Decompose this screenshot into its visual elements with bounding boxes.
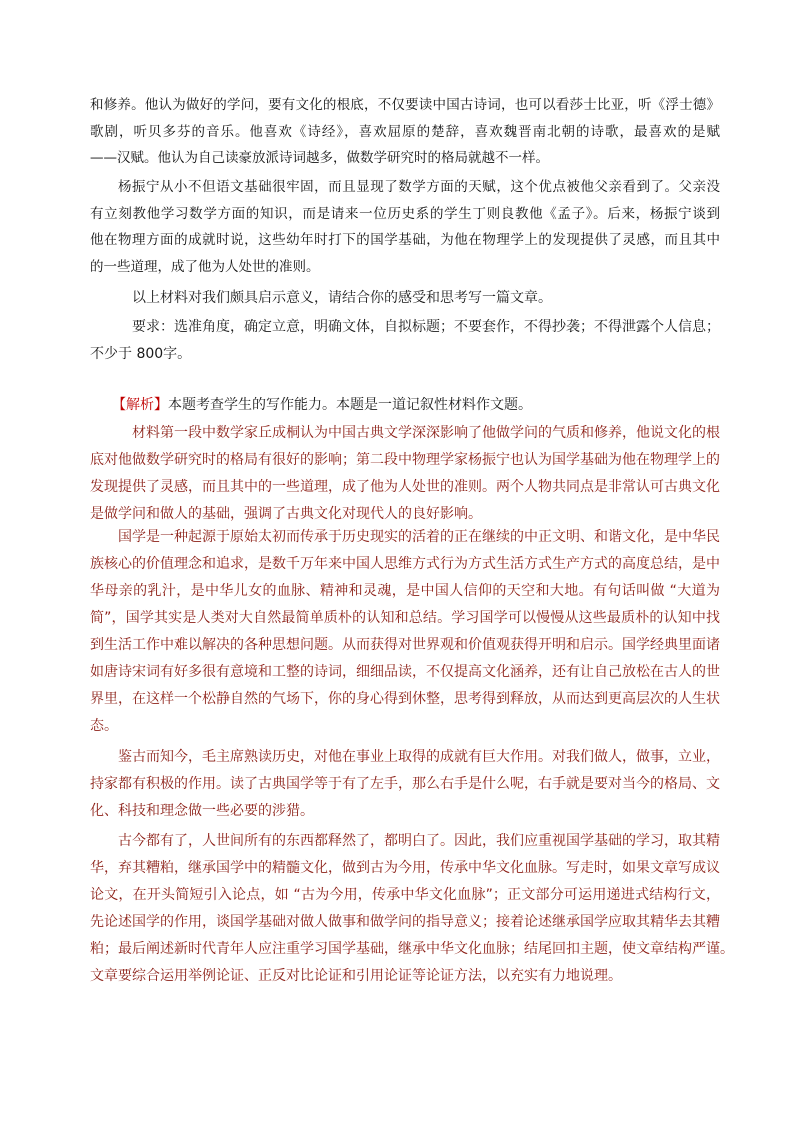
analysis-p4-line: 粕；最后阐述新时代青年人应注重学习国学基础，继承中华文化血脉；结尾回扣主题，使文章结构严谨。 bbox=[90, 941, 734, 957]
material-paragraph-2 bbox=[90, 174, 720, 280]
analysis-p1-line: 是做学问和做人的基础，强调了古典文化对现代人的良好影响。 bbox=[90, 506, 482, 522]
analysis-paragraph-3 bbox=[90, 744, 720, 825]
requirement-line: 要求：选准角度，确定立意，明确文体，自拟标题；不要套作，不得抄袭；不得泄露个人信息； bbox=[132, 319, 720, 335]
analysis-p2-line: 态。 bbox=[90, 718, 118, 734]
analysis-paragraph-2 bbox=[90, 524, 720, 740]
analysis-p2-line: 族核心的价值理念和追求，是数千万年来中国人思维方式行为方式生活方式生产方式的高度总结，是中 bbox=[90, 556, 720, 572]
prompt-instruction: 以上材料对我们颇具启示意义，请结合你的感受和思考写一篇文章。 bbox=[132, 290, 552, 306]
analysis-paragraph-1 bbox=[90, 420, 720, 528]
material-p1-line: 歌剧，听贝多芬的音乐。他喜欢《诗经》，喜欢屈原的楚辞，喜欢魏晋南北朝的诗歌，最喜欢的是赋 bbox=[90, 123, 720, 140]
writing-prompt bbox=[90, 285, 720, 312]
analysis-paragraph-4 bbox=[90, 828, 734, 990]
material-p1-line: 和修养。他认为做好的学问，要有文化的根底，不仅要读中国古诗词，也可以看莎士比亚，听《浮士德》 bbox=[90, 97, 720, 113]
material-p2-line: 杨振宁从小不但语文基础很牢固，而且显现了数学方面的天赋，这个优点被他父亲看到了。父亲没 bbox=[118, 179, 720, 195]
material-p2-line: 的一些道理，成了他为人处世的准则。 bbox=[90, 258, 320, 275]
analysis-tag: 【解析】 bbox=[112, 397, 168, 413]
analysis-p4-line: 论文，在开头简短引入论点，如 “古为今用，传承中华文化血脉”；正文部分可运用递进式结构行文， bbox=[90, 887, 720, 903]
material-p2-line: 有立刻教他学习数学方面的知识，而是请来一位历史系的学生丁则良教他《孟子》。后来，杨振宁谈到 bbox=[90, 205, 720, 222]
analysis-p2-line: 国学是一种起源于原始太初而传承于历史现实的活着的正在继续的中正文明、和谐文化，是中华民 bbox=[118, 529, 720, 545]
analysis-p4-line: 先论述国学的作用，谈国学基础对做人做事和做学问的指导意义；接着论述继承国学应取其精华去其糟 bbox=[90, 914, 720, 930]
analysis-p3-line: 化、科技和理念做一些必要的涉猎。 bbox=[90, 803, 314, 819]
analysis-p4-line: 文章要综合运用举例论证、正反对比论证和引用论证等论证方法，以充实有力地说理。 bbox=[90, 968, 622, 984]
analysis-p2-line: 华母亲的乳汁，是中华儿女的血脉、精神和灵魂，是中国人信仰的天空和大地。有句话叫做 “大道为 bbox=[90, 583, 720, 599]
analysis-p3-line: 持家都有积极的作用。读了古典国学等于有了左手，那么右手是什么呢，右手就是要对当今的格局、文 bbox=[90, 776, 720, 792]
analysis-p2-line: 界里，在这样一个松静自然的气场下，你的身心得到休整，思考得到释放，从而达到更高层次的人生状 bbox=[90, 691, 720, 707]
analysis-p2-line: 如唐诗宋词有好多很有意境和工整的诗词，细细品读，不仅提高文化涵养，还有让自己放松在古人的世 bbox=[90, 664, 720, 680]
analysis-intro: 本题考查学生的写作能力。本题是一道记叙性材料作文题。 bbox=[168, 397, 532, 413]
analysis-p2-line: 到生活工作中难以解决的各种思想问题。从而获得对世界观和价值观获得开明和启示。国学经典里面诸 bbox=[90, 637, 720, 653]
material-p2-line: 他在物理方面的成就时说，这些幼年时打下的国学基础，为他在物理学上的发现提供了灵感，而且其中 bbox=[90, 232, 720, 248]
material-p1-line: ——汉赋。他认为自己读豪放派诗词越多，做数学研究时的格局就越不一样。 bbox=[90, 150, 549, 166]
analysis-heading bbox=[112, 392, 720, 419]
analysis-p4-line: 华，弃其糟粕，继承国学中的精髓文化，做到古为今用，传承中华文化血脉。写走时，如果文章写成议 bbox=[90, 860, 720, 876]
material-paragraph-1 bbox=[90, 92, 720, 172]
analysis-p3-line: 鉴古而知今，毛主席熟读历史，对他在事业上取得的成就有巨大作用。对我们做人，做事，立业， bbox=[118, 749, 720, 765]
writing-requirements bbox=[90, 314, 720, 368]
requirement-line: 不少于 800字。 bbox=[90, 346, 192, 362]
analysis-p2-line: 简”，国学其实是人类对大自然最简单质朴的认知和总结。学习国学可以慢慢从这些最质朴的认知中找 bbox=[90, 610, 720, 626]
analysis-p1-line: 发现提供了灵感，而且其中的一些道理，成了他为人处世的准则。两个人物共同点是非常认可古典文化 bbox=[90, 479, 720, 495]
analysis-p1-line: 材料第一段中数学家丘成桐认为中国古典文学深深影响了他做学问的气质和修养，他说文化的根 bbox=[132, 425, 720, 441]
analysis-p4-line: 古今都有了，人世间所有的东西都释然了，都明白了。因此，我们应重视国学基础的学习，取其精 bbox=[118, 833, 720, 849]
analysis-p1-line: 底对他做数学研究时的格局有很好的影响；第二段中物理学家杨振宁也认为国学基础为他在物理学上的 bbox=[90, 452, 720, 468]
